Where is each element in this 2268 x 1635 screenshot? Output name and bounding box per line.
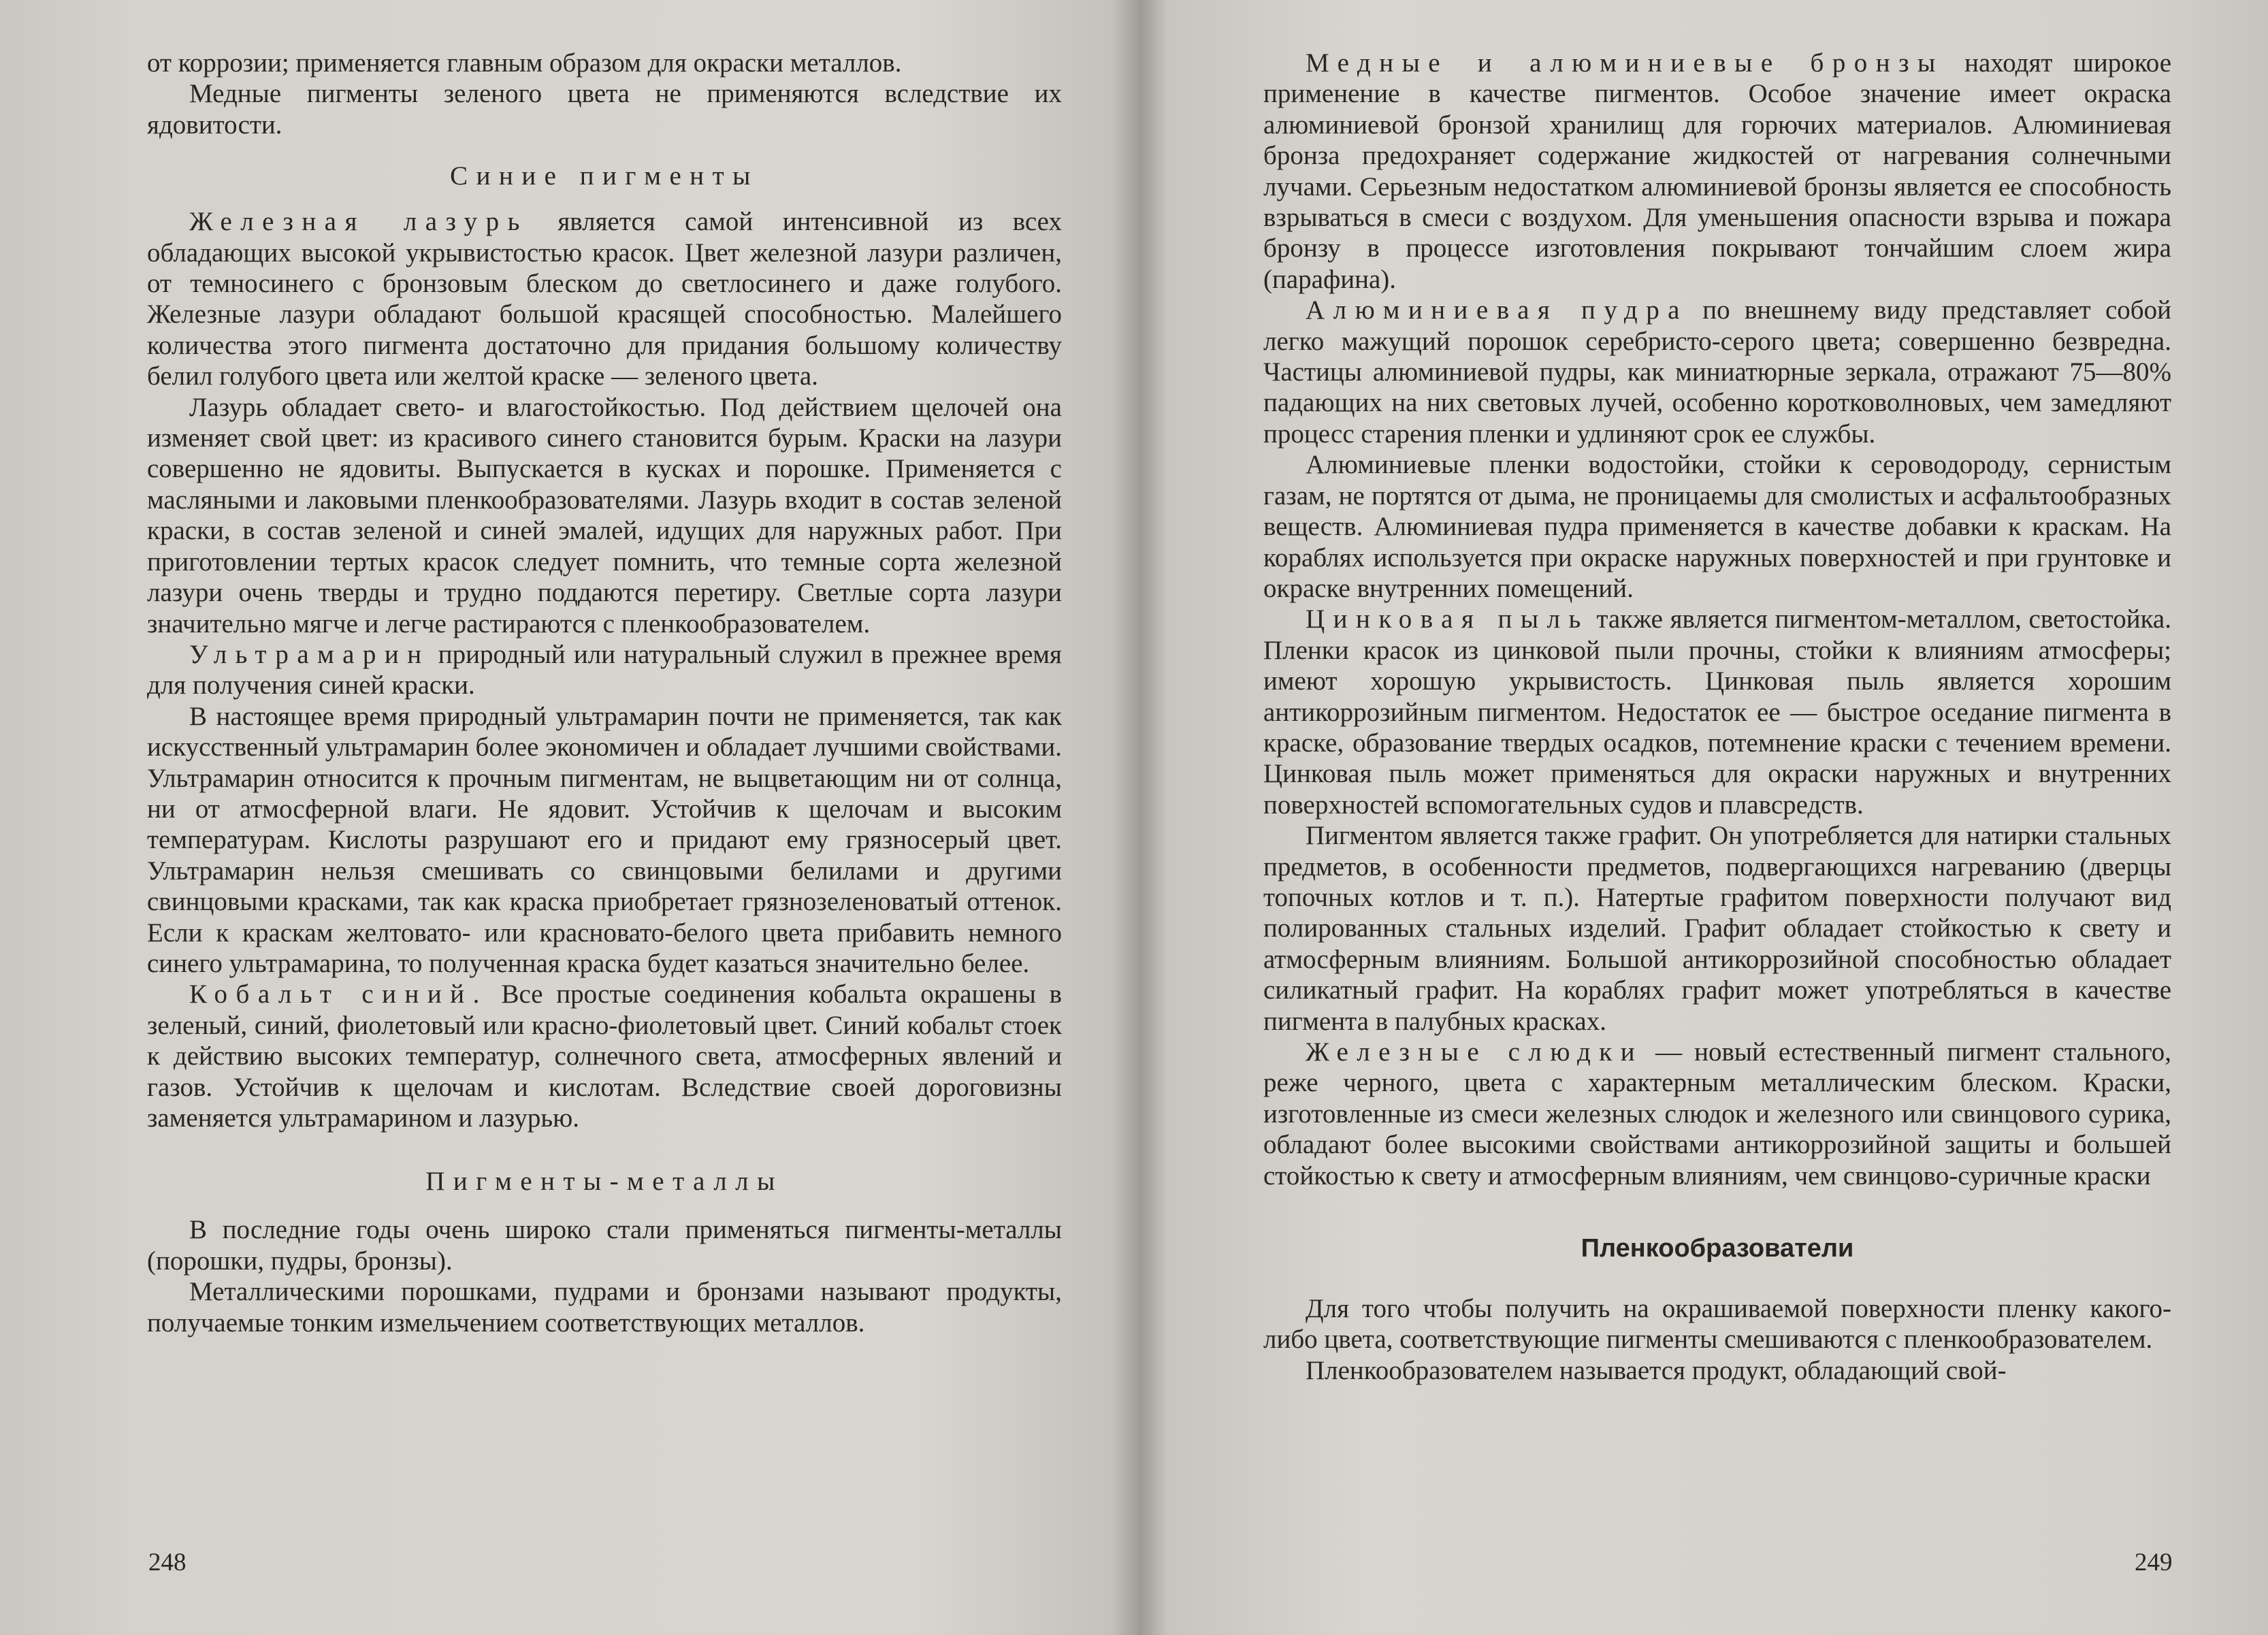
paragraph [147, 979, 1062, 1133]
term: Железная лазурь [189, 207, 528, 237]
term: Ультрамарин [189, 639, 430, 669]
section-title-film-formers: Пленкообразователи [1581, 1234, 1854, 1263]
paragraph-body: природный или натуральный служил в прежнее время для получения синей краски. [147, 639, 1062, 700]
paragraph-body: также является пигментом-металлом, светостойка. Пленки красок из цинковой пыли прочны, стойки к влияниям атмосферы; имеют хорошую укрывистость. Цинковая пыль является хорошим антикоррозийным пигментом. Недостаток ее — быстрое оседание пигмента в краске, образование твердых осадков, потемнение краски с течением времени. Цинковая пыль может применяться для окраски наружных и внутренних поверхностей вспомогательных судов и плавсредств. [1263, 604, 2171, 820]
paragraph: Пленкообразователем называется продукт, обладающий свой- [1306, 1355, 2007, 1385]
paragraph: Для того чтобы получить на окрашиваемой поверхности пленку какого-либо цвета, соответствующие пигменты смешиваются с пленкообразователем. [1263, 1294, 2171, 1355]
section-heading-metal-pigments: Пигменты-металлы [425, 1167, 783, 1197]
term: Цинковая пыль [1306, 604, 1589, 634]
term: Кобальт синий. [189, 980, 488, 1009]
paragraph: Медные пигменты зеленого цвета не применяются вследствие их ядовитости. [147, 79, 1062, 140]
paragraph: В настоящее время природный ультрамарин почти не применяется, так как искусственный ультрамарин более экономичен и обладает лучшими свойствами. Ультрамарин относится к прочным пигментам, не выцветающим ни от солнца, ни от атмосферной влаги. Не ядовит. Устойчив к щелочам и высоким температурам. Кислоты разрушают его и придают ему грязносерый цвет. Ультрамарин нельзя смешивать со свинцовыми белилами и другими свинцовыми красками, так как краска приобретает грязнозеленоватый оттенок. Если к краскам желтовато- или красновато-белого цвета прибавить немного синего ультрамарина, то полученная краска будет казаться значительно белее. [147, 701, 1062, 978]
page-number-left: 248 [148, 1549, 187, 1576]
paragraph-body: Все простые соединения кобальта окрашены в зеленый, синий, фиолетовый или красно-фиолетовый цвет. Синий кобальт стоек к действию высоких температур, солнечного света, атмосферных явлений и газов. Устойчив к щелочам и кислотам. Вследствие своей дороговизны заменяется ультрамарином и лазурью. [147, 980, 1063, 1133]
paragraph [1263, 604, 2171, 820]
paragraph-body: является самой интенсивной из всех обладающих высокой укрывистостью красок. Цвет железной лазури различен, от темносинего с бронзовым блеском до светлосинего и даже голубого. Железные лазури обладают большой красящей способностью. Малейшего количества этого пигмента достаточно для придания большому количеству белил голубого цвета или желтой краске — зеленого цвета. [147, 207, 1062, 391]
paragraph [147, 206, 1062, 391]
paragraph: Алюминиевые пленки водостойки, стойки к сероводороду, сернистым газам, не портятся от дыма, не проницаемы для смолистых и асфальтообразных веществ. Алюминиевая пудра применяется в качестве добавки к краскам. На кораблях используется при окраске наружных поверхностей и при грунтовке и окраске внутренних помещений. [1263, 450, 2171, 603]
paragraph: от коррозии; применяется главным образом для окраски металлов. [147, 48, 902, 78]
paragraph [147, 639, 1062, 701]
term: Медные и алюминиевые бронзы [1306, 48, 1944, 78]
paragraph: Пигментом является также графит. Он употребляется для натирки стальных предметов, в особенности предметов, подвергающихся нагреванию (дверцы топочных котлов и т. п.). Натертые графитом поверхности получают вид полированных стальных изделий. Графит обладает стойкостью к свету и атмосферным влияниям. Большой антикоррозийной способностью обладает силикатный графит. На кораблях графит может употребляться в качестве пигмента в палубных красках. [1263, 821, 2171, 1036]
paragraph: Лазурь обладает свето- и влагостойкостью. Под действием щелочей она изменяет свой цвет: из красивого синего становится бурым. Краски на лазури совершенно не ядовиты. Выпускается в кусках и порошке. Применяется с масляными и лаковыми пленкообразователями. Лазурь входит в состав зеленой краски, в состав зеленой и синей эмалей, идущих для наружных работ. При приготовлении тертых красок следует помнить, что темные сорта железной лазури очень тверды и трудно поддаются перетиру. Светлые сорта лазури значительно мягче и легче растираются с пленкообразователем. [147, 392, 1062, 638]
paragraph-body: — новый естественный пигмент стального, реже черного, цвета с характерным металлическим блеском. Краски, изготовленные из смеси железных слюдок и железного или свинцового сурика, обладают более высокими свойствами антикоррозийной защиты и большей стойкостью к свету и атмосферным влияниям, чем свинцово-суричные краски [1263, 1037, 2171, 1191]
left-page [147, 48, 1062, 1338]
term: Алюминиевая пудра [1306, 295, 1688, 325]
paragraph [1263, 295, 2171, 449]
paragraph: Металлическими порошками, пудрами и бронзами называют продукты, получаемые тонким измельчением соответствующих металлов. [147, 1277, 1062, 1338]
paragraph-body: находят широкое применение в качестве пигментов. Особое значение имеет окраска алюминиевой бронзой хранилищ для горючих материалов. Алюминиевая бронза предохраняет содержание жидкостей от нагревания солнечными лучами. Серьезным недостатком алюминиевой бронзы является ее способность взрываться в смеси с воздухом. Для уменьшения опасности взрыва и пожара бронзу в процессе изготовления покрывают тончайшим слоем жира (парафина). [1263, 48, 2172, 294]
paragraph [1263, 48, 2171, 295]
section-heading-blue-pigments: Синие пигменты [450, 161, 759, 191]
paragraph-body: по внешнему виду представляет собой легко мажущий порошок серебристо-серого цвета; совершенно безвредна. Частицы алюминиевой пудры, как миниатюрные зеркала, отражают 75—80% падающих на них световых лучей, особенно коротковолновых, чем замедляют процесс старения пленки и удлиняют срок ее службы. [1263, 295, 2171, 449]
paragraph [1263, 1037, 2171, 1191]
paragraph: В последние годы очень широко стали применяться пигменты-металлы (порошки, пудры, бронзы). [147, 1215, 1062, 1276]
page-number-right: 249 [2135, 1549, 2173, 1576]
right-page [1263, 48, 2171, 1386]
term: Железные слюдки [1306, 1037, 1644, 1067]
